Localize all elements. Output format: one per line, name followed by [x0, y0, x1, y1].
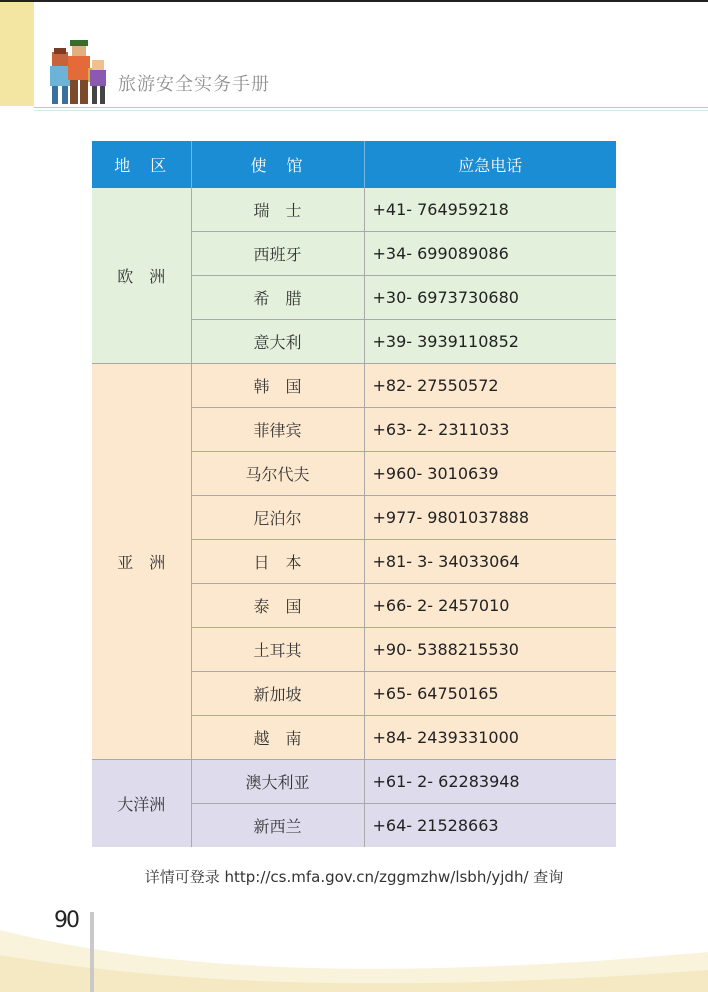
footer-vertical-bar	[90, 912, 94, 992]
embassy-name: 马尔代夫	[191, 452, 364, 496]
embassy-name: 西班牙	[191, 232, 364, 276]
emergency-phone: +39- 3939110852	[364, 320, 616, 364]
footer-decorative-swoosh	[0, 900, 708, 992]
header-title: 旅游安全实务手册	[118, 74, 270, 95]
emergency-phone: +34- 699089086	[364, 232, 616, 276]
header-rule	[34, 107, 708, 108]
header-region: 地 区	[92, 141, 191, 188]
embassy-name: 澳大利亚	[191, 760, 364, 804]
header-phone: 应急电话	[364, 141, 616, 188]
header-yellow-tab	[0, 2, 34, 106]
embassy-name: 新加坡	[191, 672, 364, 716]
header-embassy: 使 馆	[191, 141, 364, 188]
embassy-name: 瑞 士	[191, 188, 364, 232]
table-header-row	[92, 141, 616, 188]
embassy-name: 意大利	[191, 320, 364, 364]
emergency-phone: +61- 2- 62283948	[364, 760, 616, 804]
embassy-name: 土耳其	[191, 628, 364, 672]
page-top-border	[0, 0, 708, 2]
embassy-name: 韩 国	[191, 364, 364, 408]
embassy-name: 希 腊	[191, 276, 364, 320]
emergency-phone: +63- 2- 2311033	[364, 408, 616, 452]
table-row	[92, 188, 616, 232]
emergency-phone: +977- 9801037888	[364, 496, 616, 540]
embassy-name: 日 本	[191, 540, 364, 584]
emergency-phone: +41- 764959218	[364, 188, 616, 232]
embassy-emergency-table	[92, 141, 616, 847]
header-rule-secondary	[34, 110, 708, 111]
page-number: 90	[54, 908, 78, 933]
embassy-name: 越 南	[191, 716, 364, 760]
emergency-phone: +82- 27550572	[364, 364, 616, 408]
emergency-phone: +90- 5388215530	[364, 628, 616, 672]
region-europe: 欧 洲	[92, 188, 191, 364]
emergency-phone: +84- 2439331000	[364, 716, 616, 760]
emergency-phone: +65- 64750165	[364, 672, 616, 716]
footnote-link-text: 详情可登录 http://cs.mfa.gov.cn/zggmzhw/lsbh/yjdh/ 查询	[144, 868, 564, 886]
region-oceania: 大洋洲	[92, 760, 191, 848]
emergency-phone: +81- 3- 34033064	[364, 540, 616, 584]
table-row	[92, 760, 616, 804]
table-row	[92, 364, 616, 408]
emergency-phone: +30- 6973730680	[364, 276, 616, 320]
travelers-illustration-icon	[46, 38, 110, 106]
region-asia: 亚 洲	[92, 364, 191, 760]
embassy-name: 菲律宾	[191, 408, 364, 452]
embassy-name: 新西兰	[191, 804, 364, 848]
emergency-phone: +960- 3010639	[364, 452, 616, 496]
emergency-phone: +66- 2- 2457010	[364, 584, 616, 628]
emergency-phone: +64- 21528663	[364, 804, 616, 848]
embassy-name: 泰 国	[191, 584, 364, 628]
embassy-name: 尼泊尔	[191, 496, 364, 540]
